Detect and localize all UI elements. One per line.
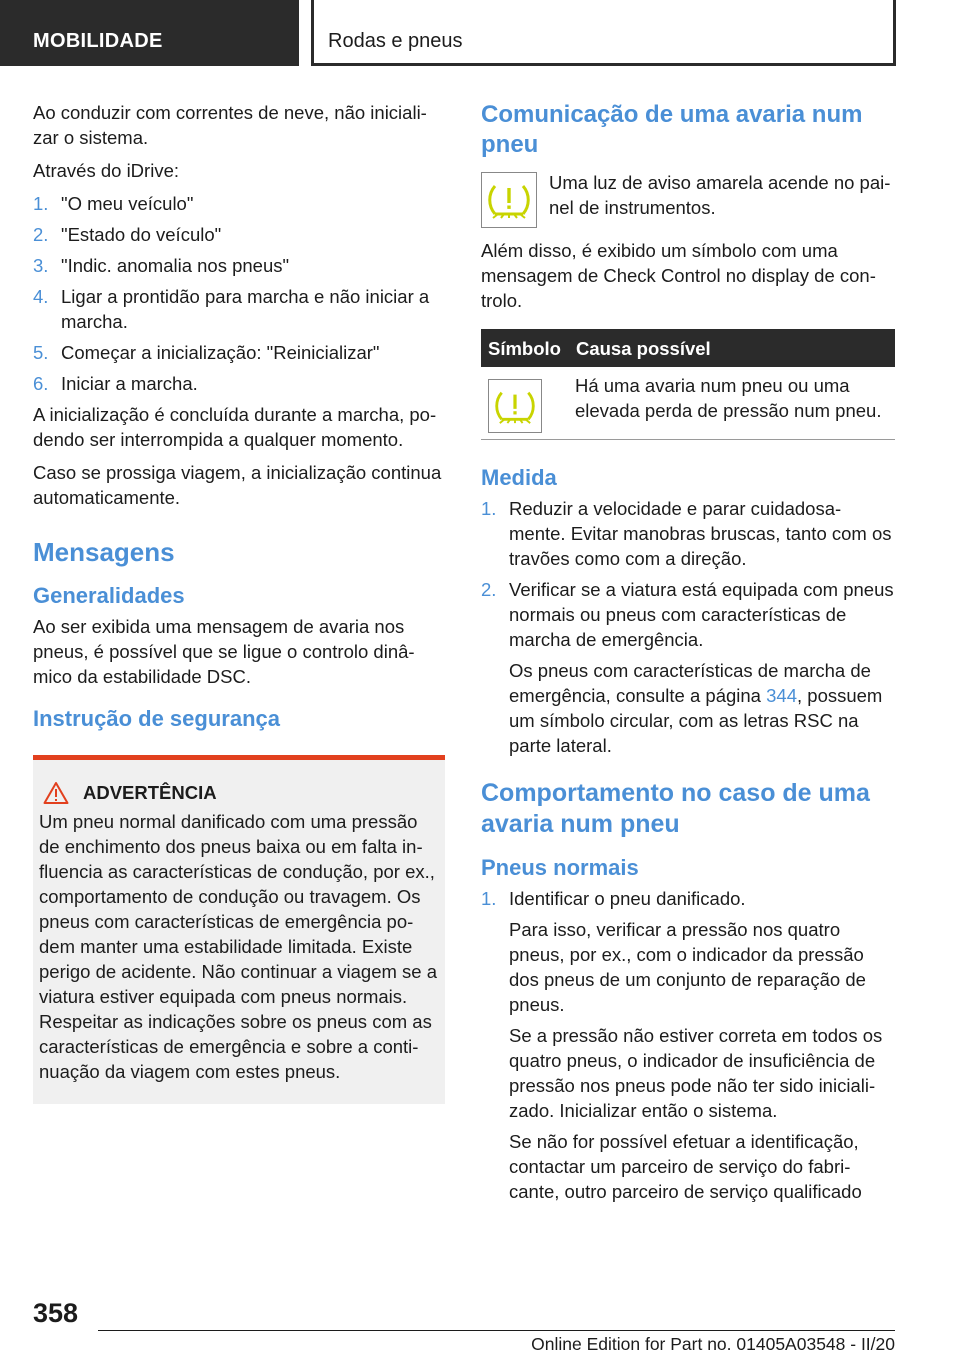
table-header-cell: Causa possível	[568, 329, 895, 367]
list-text: Iniciar a marcha.	[61, 373, 198, 394]
medida-steps	[481, 496, 895, 758]
list-number: 5.	[33, 342, 49, 363]
page-number: 358	[33, 1298, 79, 1328]
warning-triangle-icon	[43, 781, 69, 805]
paragraph: Caso se prossiga viagem, a inicialização continua automaticamente.	[33, 462, 442, 508]
table-cell-symbol	[481, 367, 568, 440]
section-title: MOBILIDADE	[33, 30, 163, 52]
list-number: 3.	[33, 255, 49, 276]
heading-seguranca: Instrução de segurança	[33, 706, 280, 731]
list-number: 2.	[33, 224, 49, 245]
list-number: 1.	[481, 498, 497, 519]
warning-title: ADVERTÊNCIA	[83, 782, 217, 803]
paragraph: Através do iDrive:	[33, 160, 179, 181]
table-header-cell: Símbolo	[481, 329, 568, 367]
heading-pneus-normais: Pneus normais	[481, 855, 639, 880]
list-text: "Estado do veículo"	[61, 224, 222, 245]
sub-text: , possuem um símbolo circular, com as letras RSC na parte lateral.	[509, 685, 883, 756]
list-text: "O meu veículo"	[61, 193, 194, 214]
warning-lamp-row	[481, 170, 895, 228]
paragraph: Ao ser exibida uma mensagem de avaria nos pneus, é possível que se ligue o controlo dinâ‐mico da estabilidade DSC.	[33, 616, 415, 687]
list-item	[481, 496, 895, 571]
list-number: 2.	[481, 579, 497, 600]
heading-generalidades: Generalidades	[33, 583, 185, 608]
chapter-tab	[311, 0, 896, 66]
paragraph: A inicialização é concluída durante a marcha, po‐dendo ser interrompida a qualquer momento.	[33, 404, 437, 450]
list-item	[481, 577, 895, 758]
page-header	[0, 0, 960, 66]
symbol-table	[481, 329, 895, 440]
list-item	[33, 284, 445, 334]
paragraph: Além disso, é exibido um símbolo com uma mensagem de Check Control no display de con‐trolo.	[481, 240, 876, 311]
heading-medida: Medida	[481, 465, 557, 490]
pneus-normais-steps	[481, 886, 895, 1204]
list-text: "Indic. anomalia nos pneus"	[61, 255, 290, 276]
heading-mensagens: Mensagens	[33, 537, 175, 567]
paragraph: Ao conduzir com correntes de neve, não iniciali‐zar o sistema.	[33, 102, 427, 148]
list-subparagraph: Para isso, verificar a pressão nos quatro pneus, por ex., com o indicador da pressão dos pneus de um conjunto de reparação de pneus.	[509, 919, 866, 1015]
list-subparagraph: Se a pressão não estiver correta em todos os quatro pneus, o indicador de insuficiência de pressão nos pneus pode não ter sido iniciali‐zado. Inicializar então o sistema.	[509, 1025, 883, 1121]
list-text: Reduzir a velocidade e parar cuidadosa‐mente. Evitar manobras bruscas, tanto com os travões como com a direção.	[509, 498, 892, 569]
table-header-row	[481, 329, 895, 367]
table-cell-cause: Há uma avaria num pneu ou uma elevada perda de pressão num pneu.	[568, 367, 895, 440]
list-subparagraph	[509, 658, 895, 758]
list-item	[481, 886, 895, 1204]
lamp-description: Uma luz de aviso amarela acende no pai‐nel de instrumentos.	[549, 172, 891, 218]
heading-comunicacao: Comunicação de uma avaria num pneu	[481, 101, 863, 158]
tire-pressure-warning-icon	[481, 172, 537, 228]
sub-text: Os pneus com características de marcha de emergência, consulte a página	[509, 660, 871, 706]
tire-pressure-warning-icon	[488, 379, 542, 433]
list-text: Identificar o pneu danificado.	[509, 888, 746, 909]
list-item	[33, 191, 445, 216]
list-number: 4.	[33, 286, 49, 307]
list-item	[33, 340, 445, 365]
footer-divider	[98, 1330, 895, 1331]
table-row	[481, 367, 895, 440]
chapter-title: Rodas e pneus	[328, 30, 463, 52]
heading-comportamento: Comportamento no caso de uma avaria num pneu	[481, 779, 870, 838]
edition-note: Online Edition for Part no. 01405A03548 - II/20	[531, 1334, 895, 1354]
list-item	[33, 371, 445, 396]
page-link[interactable]: 344	[766, 685, 797, 706]
list-text: Verificar se a viatura está equipada com pneus normais ou pneus com características de marcha de emergência.	[509, 579, 894, 650]
warning-header	[39, 780, 439, 805]
list-subparagraph: Se não for possível efetuar a identificação, contactar um parceiro de serviço do fabri‐cante, outro parceiro de serviço qualificado	[509, 1131, 862, 1202]
list-item	[33, 253, 445, 278]
list-item	[33, 222, 445, 247]
list-number: 6.	[33, 373, 49, 394]
warning-text: Um pneu normal danificado com uma pressão de enchimento dos pneus baixa ou em falta in‐fluencia as características de condução, por ex., comportamento de condução ou travagem. Os pneus com características de emergência po‐dem manter uma estabilidade limitada. Existe perigo de acidente. Não continuar a viagem se a viatura estiver equipada com pneus normais. Respeitar as indicações sobre os pneus com as características de emergência e sobre a conti‐nuação da viagem com estes pneus.	[39, 811, 438, 1082]
section-tab	[0, 0, 299, 66]
warning-box	[33, 755, 445, 1104]
list-number: 1.	[481, 888, 497, 909]
idrive-steps	[33, 191, 445, 396]
list-number: 1.	[33, 193, 49, 214]
list-text: Ligar a prontidão para marcha e não iniciar a marcha.	[61, 286, 430, 332]
left-column	[33, 100, 445, 1104]
list-text: Começar a inicialização: "Reinicializar"	[61, 342, 380, 363]
right-column	[481, 100, 895, 1210]
